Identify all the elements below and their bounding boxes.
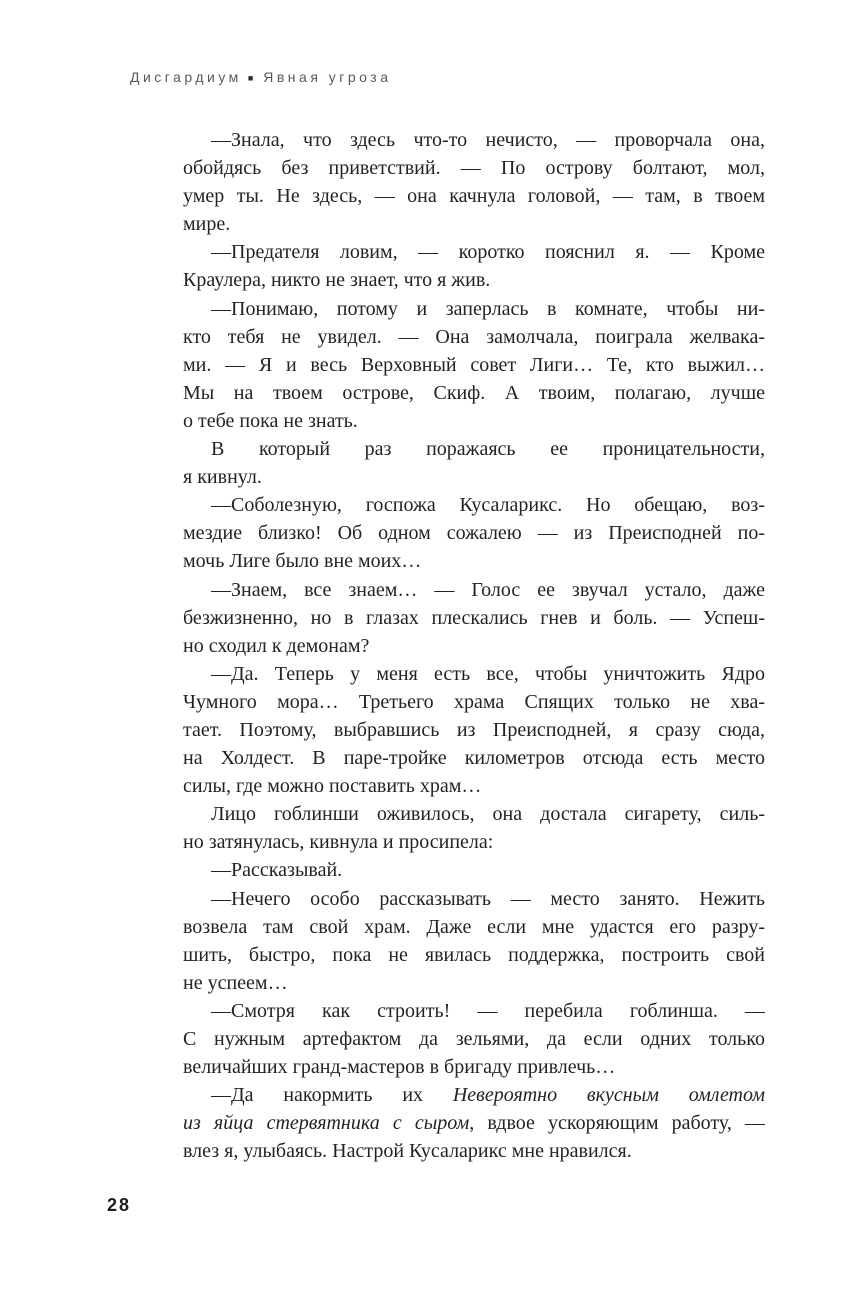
text-segment: я кивнул. xyxy=(183,466,262,489)
text-segment: —Соболезную, госпожа Кусаларикс. Но обещаю, воз- xyxy=(211,494,765,517)
text-segment: о тебе пока не знать. xyxy=(183,409,358,432)
text-segment: на Холдест. В паре-тройке километров отсюда есть место xyxy=(183,747,765,770)
paragraph xyxy=(183,1081,765,1165)
text-line xyxy=(183,519,765,547)
text-line xyxy=(183,688,765,716)
text-line xyxy=(183,491,765,519)
paragraph xyxy=(183,885,765,997)
text-line xyxy=(183,435,765,463)
text-segment: тает. Поэтому, выбравшись из Преисподней, я сразу сюда, xyxy=(183,718,765,741)
text-line xyxy=(183,856,765,884)
paragraph xyxy=(183,435,765,491)
paragraph xyxy=(183,997,765,1081)
text-segment: —Предателя ловим, — коротко пояснил я. — Кроме xyxy=(211,241,765,264)
text-line xyxy=(183,1025,765,1053)
text-line xyxy=(183,351,765,379)
text-line xyxy=(183,1053,765,1081)
text-segment: но сходил к демонам? xyxy=(183,634,370,657)
text-segment: Лицо гоблинши оживилось, она достала сигарету, силь- xyxy=(211,803,765,826)
text-line xyxy=(183,660,765,688)
text-segment: —Смотря как строить! — перебила гоблинша. — xyxy=(211,999,765,1022)
text-line xyxy=(183,828,765,856)
italic-text-segment: из яйца стервятника с сыром xyxy=(183,1112,470,1135)
paragraph xyxy=(183,126,765,238)
text-segment: В который раз поражаясь ее проницательности, xyxy=(211,438,765,461)
text-segment: влез я, улыбаясь. Настрой Кусаларикс мне нравился. xyxy=(183,1140,632,1163)
header-chapter-title: Явная угроза xyxy=(263,69,392,85)
text-line xyxy=(183,716,765,744)
text-line xyxy=(183,323,765,351)
text-line xyxy=(183,744,765,772)
text-line xyxy=(183,266,765,294)
text-segment: ми. — Я и весь Верховный совет Лиги… Те, кто выжил… xyxy=(183,353,765,376)
text-segment: С нужным артефактом да зельями, да если одних только xyxy=(183,1028,765,1050)
text-segment: —Да. Теперь у меня есть все, чтобы уничтожить Ядро xyxy=(211,662,765,685)
text-segment: величайших гранд-мастеров в бригаду привлечь… xyxy=(183,1056,616,1079)
paragraph xyxy=(183,660,765,800)
page-number: 28 xyxy=(107,1195,132,1215)
text-segment: —Знаем, все знаем… — Голос ее звучал устало, даже xyxy=(211,578,765,601)
header-book-title: Дисгардиум xyxy=(130,69,242,85)
text-segment: мездие близко! Об одном сожалею — из Преисподней по- xyxy=(183,522,765,545)
text-line xyxy=(183,407,765,435)
text-segment: шить, быстро, пока не явилась поддержка, построить свой xyxy=(183,943,765,966)
text-segment: мочь Лиге было вне моих… xyxy=(183,550,422,573)
text-line xyxy=(183,800,765,828)
text-line xyxy=(183,1137,765,1165)
text-segment: Чумного мора… Третьего храма Спящих только не хва- xyxy=(183,690,765,713)
text-segment: —Нечего особо рассказывать — место занято. Нежить xyxy=(211,887,765,910)
paragraph xyxy=(183,491,765,575)
text-segment: —Понимаю, потому и заперлась в комнате, чтобы ни- xyxy=(211,297,765,320)
text-line xyxy=(183,1081,765,1109)
text-line xyxy=(183,997,765,1025)
running-header xyxy=(130,70,392,85)
text-line xyxy=(183,604,765,632)
text-segment: безжизненно, но в глазах плескались гнев и боль. — Успеш- xyxy=(183,606,765,629)
text-line xyxy=(183,238,765,266)
text-line xyxy=(183,913,765,941)
header-separator-square: ■ xyxy=(247,73,254,83)
text-segment: мире. xyxy=(183,213,231,236)
text-line xyxy=(183,632,765,660)
text-segment: кто тебя не увидел. — Она замолчала, поиграла желвака- xyxy=(183,325,765,348)
text-segment: возвела там свой храм. Даже если мне удастся его разру- xyxy=(183,915,765,938)
text-segment: , вдвое ускоряющим работу, — xyxy=(469,1112,765,1135)
paragraph xyxy=(183,800,765,856)
text-block xyxy=(183,126,765,1165)
text-segment: обойдясь без приветствий. — По острову болтают, мол, xyxy=(183,157,765,180)
text-line xyxy=(183,295,765,323)
text-line xyxy=(183,379,765,407)
text-segment: умер ты. Не здесь, — она качнула головой, — там, в твоем xyxy=(183,185,765,208)
text-line xyxy=(183,772,765,800)
paragraph xyxy=(183,856,765,884)
text-segment: Краулера, никто не знает, что я жив. xyxy=(183,269,491,292)
text-line xyxy=(183,182,765,210)
paragraph xyxy=(183,295,765,435)
text-line xyxy=(183,154,765,182)
text-line xyxy=(183,126,765,154)
text-segment: силы, где можно поставить храм… xyxy=(183,775,482,798)
text-line xyxy=(183,885,765,913)
text-line xyxy=(183,210,765,238)
text-segment: но затянулась, кивнула и просипела: xyxy=(183,831,494,854)
text-line xyxy=(183,969,765,997)
text-segment: —Рассказывай. xyxy=(211,859,343,882)
text-line xyxy=(183,463,765,491)
text-segment: Мы на твоем острове, Скиф. А твоим, полагаю, лучше xyxy=(183,381,765,404)
text-line xyxy=(183,576,765,604)
text-line xyxy=(183,547,765,575)
text-segment: —Да накормить их xyxy=(211,1084,453,1107)
paragraph xyxy=(183,576,765,660)
text-line xyxy=(183,941,765,969)
italic-text-segment: Невероятно вкусным омлетом xyxy=(452,1084,765,1107)
paragraph xyxy=(183,238,765,294)
text-segment: —Знала, что здесь что-то нечисто, — проворчала она, xyxy=(211,129,765,151)
text-line xyxy=(183,1109,765,1137)
text-segment: не успеем… xyxy=(183,971,288,994)
